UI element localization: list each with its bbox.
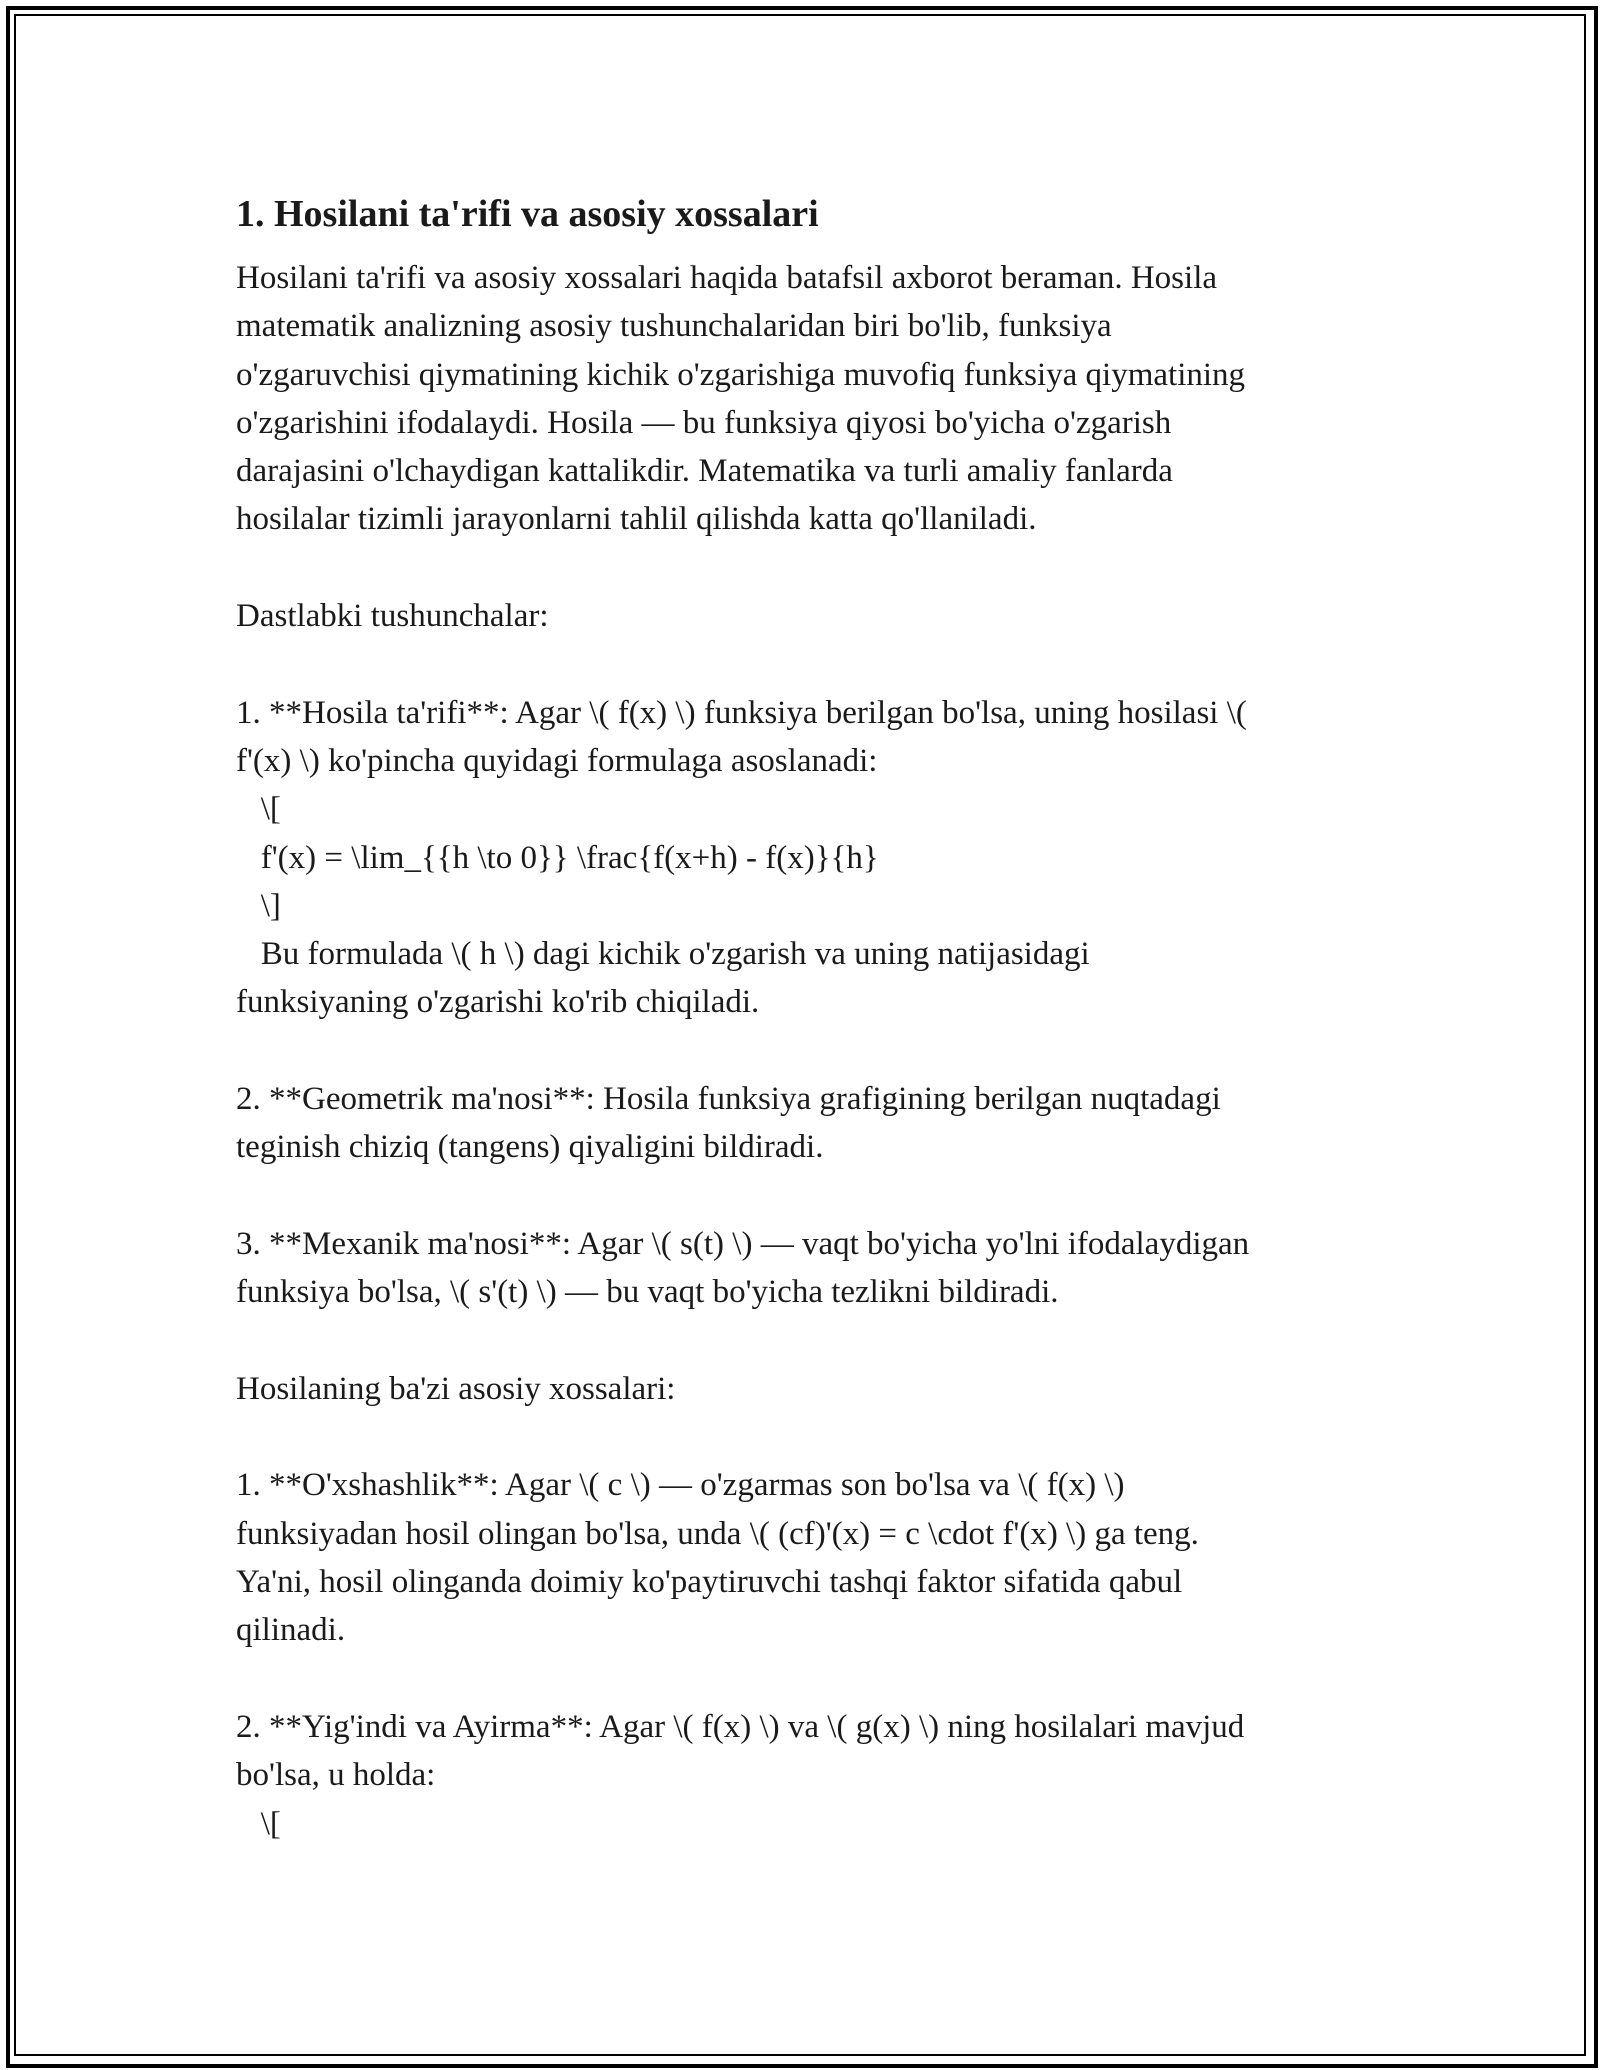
text-line: 2. **Yig'indi va Ayirma**: Agar \( f(x) \) va \( g(x) \) ning hosilalari mavjud — [236, 1708, 1245, 1745]
text-line: qilinadi. — [236, 1612, 346, 1649]
text-line: matematik analizning asosiy tushunchalaridan biri bo'lib, funksiya — [236, 308, 1112, 345]
text-line: Hosilani ta'rifi va asosiy xossalari haqida batafsil axborot beraman. Hosila — [236, 260, 1218, 296]
text-line: f'(x) \) ko'pincha quyidagi formulaga asoslanadi: — [236, 742, 878, 779]
text-line: o'zgaruvchisi qiymatining kichik o'zgarishiga muvofiq funksiya qiymatining — [236, 356, 1246, 393]
text-line: bo'lsa, u holda: — [236, 1757, 436, 1794]
text-line: teginish chiziq (tangens) qiyaligini bildiradi. — [236, 1129, 824, 1166]
text-line: \] — [236, 887, 281, 924]
text-line: \[ — [236, 1805, 281, 1842]
blank-line — [236, 1655, 1386, 1703]
document-body — [236, 186, 1386, 1848]
text-line: Dastlabki tushunchalar: — [236, 598, 549, 635]
text-line: hosilalar tizimli jarayonlarni tahlil qilishda katta qo'llaniladi. — [236, 501, 1037, 538]
text-line: f'(x) = \lim_{{h \to 0}} \frac{f(x+h) - f(x)}{h} — [236, 839, 879, 876]
text-line: Bu formulada \( h \) dagi kichik o'zgarish va uning natijasidagi — [236, 936, 1090, 973]
text-line: darajasini o'lchaydigan kattalikdir. Matematika va turli amaliy fanlarda — [236, 453, 1173, 490]
document-title: 1. Hosilani ta'rifi va asosiy xossalari — [236, 193, 819, 235]
text-line: funksiya bo'lsa, \( s'(t) \) — bu vaqt bo'yicha tezlikni bildiradi. — [236, 1274, 1059, 1311]
blank-line — [236, 640, 1386, 688]
text-line: Ya'ni, hosil olinganda doimiy ko'paytiruvchi tashqi faktor sifatida qabul — [236, 1564, 1183, 1601]
text-line: funksiyaning o'zgarishi ko'rib chiqiladi. — [236, 984, 760, 1021]
blank-line — [236, 1027, 1386, 1075]
text-line: Hosilaning ba'zi asosiy xossalari: — [236, 1370, 676, 1407]
text-line: 1. **Hosila ta'rifi**: Agar \( f(x) \) funksiya berilgan bo'lsa, uning hosilasi \( — [236, 694, 1247, 731]
text-line: 3. **Mexanik ma'nosi**: Agar \( s(t) \) — vaqt bo'yicha yo'lni ifodalaydigan — [236, 1225, 1250, 1262]
blank-line — [236, 1317, 1386, 1365]
blank-line — [236, 1413, 1386, 1461]
text-line: \[ — [236, 791, 281, 828]
blank-line — [236, 544, 1386, 592]
document-text — [236, 254, 1386, 1848]
blank-line — [236, 1172, 1386, 1220]
text-line: funksiyadan hosil olingan bo'lsa, unda \( (cf)'(x) = c \cdot f'(x) \) ga teng. — [236, 1515, 1199, 1552]
text-line: 2. **Geometrik ma'nosi**: Hosila funksiya grafigining berilgan nuqtadagi — [236, 1081, 1221, 1118]
text-line: 1. **O'xshashlik**: Agar \( c \) — o'zgarmas son bo'lsa va \( f(x) \) — [236, 1467, 1125, 1504]
text-line: o'zgarishini ifodalaydi. Hosila — bu funksiya qiyosi bo'yicha o'zgarish — [236, 404, 1172, 441]
